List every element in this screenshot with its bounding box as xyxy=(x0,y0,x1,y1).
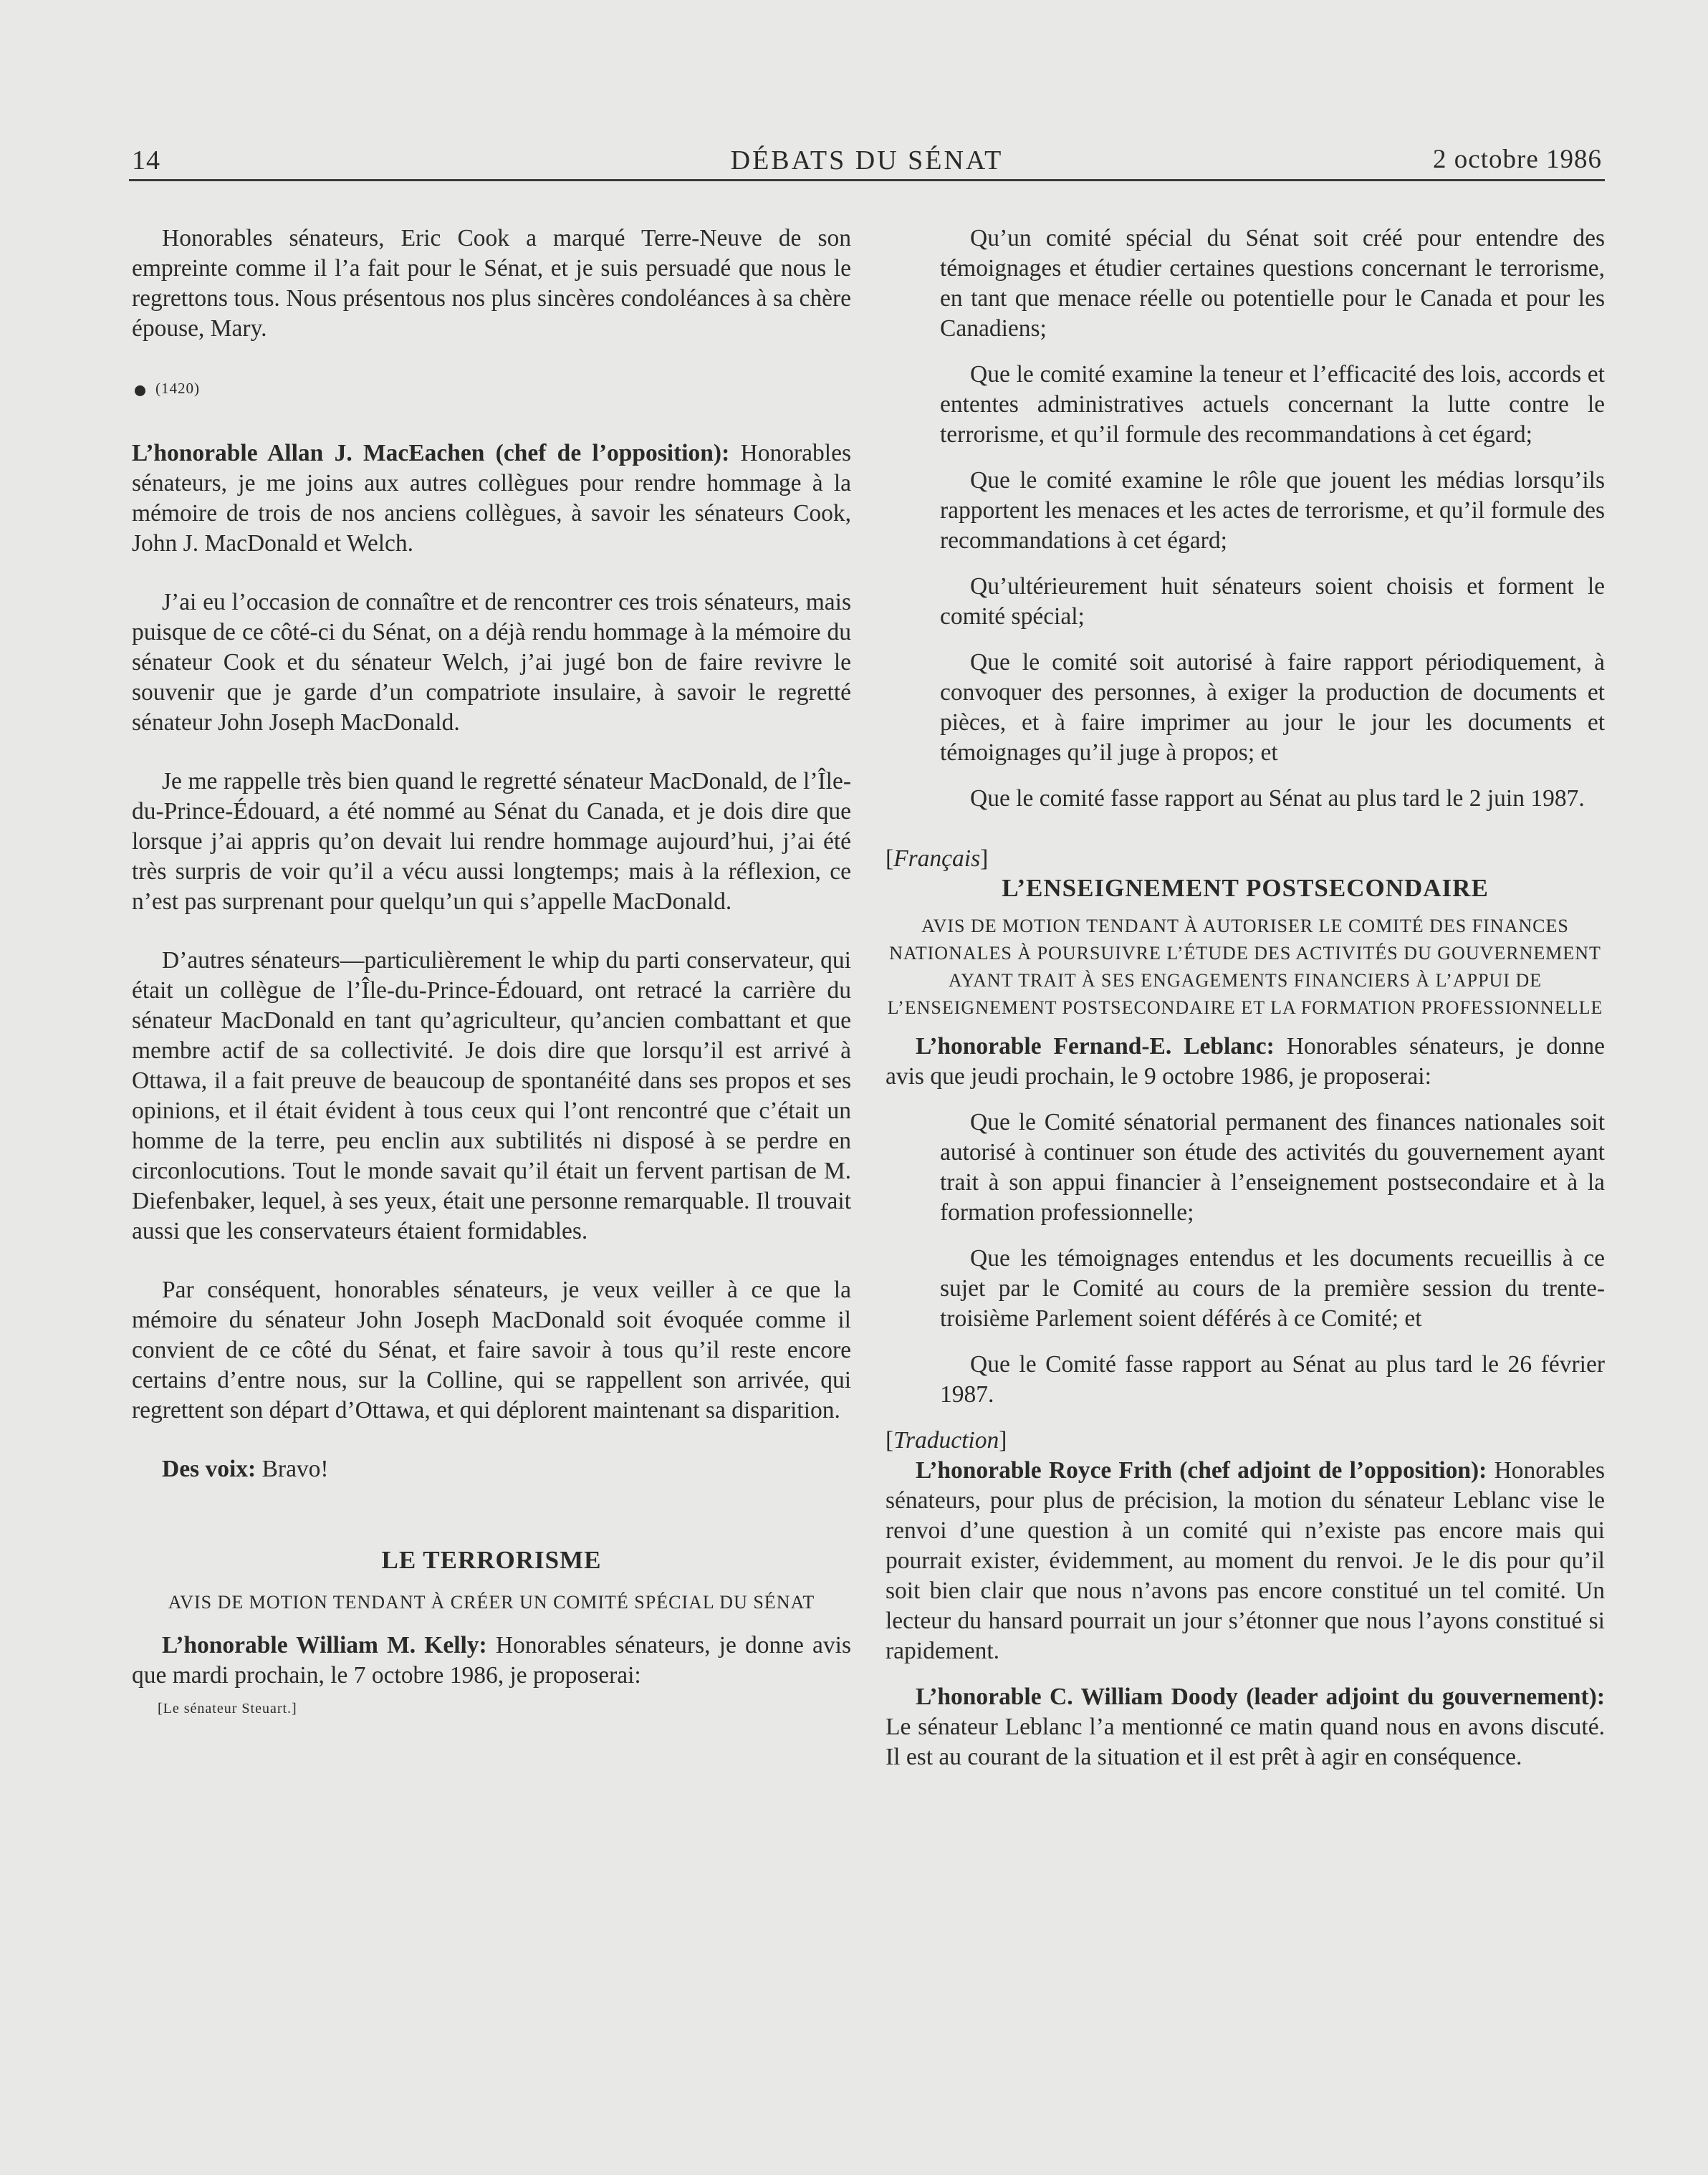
paragraph: D’autres sénateurs—particulièrement le whip du parti conservateur, qui était un collègue de l’Île-du-Prince-Édouard, ont retracé la carrière du sénateur MacDonald en tant qu’agriculteur, qu’ancien combattant et que membre actif de sa collectivité. Je dois dire que lorsqu’il est arrivé à Ottawa, il a fait preuve de beaucoup de spontanéité dans ses propos et ses opinions, et il était évident à tous ceux qui l’ont rencontré que c’était un homme de la terre, peu enclin aux subtilités ni disposé à se perdre en circonlocutions. Tout le monde savait qu’il était un fervent partisan de M. Diefenbaker, lequel, à ses yeux, était une personne remarquable. Il trouvait aussi que les conservateurs étaient formidables. xyxy=(132,947,851,1244)
speech-text: Honorables sénateurs, je me joins aux autres collègues pour rendre hommage à la mémoire de trois de nos anciens collègues, à savoir les sénateurs Cook, John J. MacDonald et Welch. xyxy=(132,440,851,557)
motion-clause: Que le comité examine la teneur et l’efficacité des lois, accords et ententes administratives actuels concernant la lutte contre le terrorisme, et qu’il formule des recommandations à cet égard; xyxy=(940,361,1605,448)
section-heading: L’ENSEIGNEMENT POSTSECONDAIRE xyxy=(1002,874,1489,902)
motion-clause: Que le comité examine le rôle que jouent les médias lorsqu’ils rapportent les menaces et les actes de terrorisme, et qu’il formule des recommandations à cet égard; xyxy=(940,467,1605,554)
translation-tag: [Traduction] xyxy=(886,1427,1007,1454)
speech-text: Honorables sénateurs, pour plus de précision, la motion du sénateur Leblanc vise le renvoi d’une question à un comité qui n’existe pas encore mais qui pourrait exister, évidemment, au moment du renvoi. Je le dis pour qu’il soit bien clair que nous n’avons pas encore constitué un tel comité. Un lecteur du hansard pourrait un jour s’étonner que nous l’ayons constitué si rapidement. xyxy=(886,1457,1605,1664)
speech xyxy=(886,1682,1605,1772)
page-header xyxy=(129,140,1605,181)
bullet-icon xyxy=(135,385,145,396)
speaker-name: L’honorable Fernand-E. Leblanc: xyxy=(916,1033,1275,1060)
language-tag: [Français] xyxy=(886,845,989,872)
speaker-name: L’honorable Royce Frith (chef adjoint de l’opposition): xyxy=(916,1457,1487,1484)
motion-clause: Que le Comité fasse rapport au Sénat au plus tard le 26 février 1987. xyxy=(940,1351,1605,1408)
speech-text: Honorables sénateurs, je donne avis que jeudi prochain, le 9 octobre 1986, je proposerai: xyxy=(886,1033,1605,1090)
page-date: 2 octobre 1986 xyxy=(1433,145,1602,174)
speech xyxy=(886,1032,1605,1092)
paragraph: Honorables sénateurs, Eric Cook a marqué Terre-Neuve de son empreinte comme il l’a fait pour le Sénat, et je suis persuadé que nous le regrettons tous. Nous présentous nos plus sincères condoléances à sa chère épouse, Mary. xyxy=(132,225,851,342)
motion-clause: Que le Comité sénatorial permanent des finances nationales soit autorisé à continuer son étude des activités du gouvernement ayant trait à son appui financier à l’enseignement postsecondaire et à la formation professionnelle; xyxy=(940,1109,1605,1226)
speech xyxy=(132,1631,851,1691)
speech-text: Honorables sénateurs, je donne avis que mardi prochain, le 7 octobre 1986, je proposerai: xyxy=(132,1632,851,1689)
section-subheading: AVIS DE MOTION TENDANT À AUTORISER LE COMITÉ DES FINANCES NATIONALES À POURSUIVRE L’ÉTUDE DES ACTIVITÉS DU GOUVERNEMENT AYANT TRAIT À SES ENGAGEMENTS FINANCIERS À L’APPUI DE L’ENSEIGNEMENT POSTSECONDAIRE ET LA FORMATION PROFESSIONNELLE xyxy=(887,916,1603,1018)
paragraph: Je me rappelle très bien quand le regretté sénateur MacDonald, de l’Île-du-Prince-Édouard, a été nommé au Sénat du Canada, et je dois dire que lorsque j’ai appris qu’on devait lui rendre hommage aujourd’hui, j’ai été très surpris de voir qu’il a vécu aussi longtemps; mais à la réflexion, ce n’est pas surprenant pour quelqu’un qui s’appelle MacDonald. xyxy=(132,768,851,915)
motion-clause: Qu’ultérieurement huit sénateurs soient choisis et forment le comité spécial; xyxy=(940,573,1605,630)
motion-clause: Que le comité soit autorisé à faire rapport périodiquement, à convoquer des personnes, à exiger la production de documents et pièces, et à faire imprimer au jour le jour les documents et témoignages qu’il juge à propos; et xyxy=(940,649,1605,766)
section-subheading: AVIS DE MOTION TENDANT À CRÉER UN COMITÉ SPÉCIAL DU SÉNAT xyxy=(168,1592,815,1613)
speaker-name: L’honorable Allan J. MacEachen (chef de l’opposition): xyxy=(132,440,730,466)
speech xyxy=(132,438,851,559)
motion-clause: Que le comité fasse rapport au Sénat au plus tard le 2 juin 1987. xyxy=(970,785,1585,812)
speech-text: Le sénateur Leblanc l’a mentionné ce matin quand nous en avons discuté. Il est au courant de la situation et il est prêt à agir en conséquence. xyxy=(886,1714,1605,1770)
speaker-name: Des voix: xyxy=(162,1456,256,1482)
speaker-name: L’honorable William M. Kelly: xyxy=(162,1632,487,1658)
interjection xyxy=(132,1454,851,1484)
right-column xyxy=(886,224,1605,1772)
speaker-name: L’honorable C. William Doody (leader adjoint du gouvernement): xyxy=(916,1684,1605,1710)
paragraph: Par conséquent, honorables sénateurs, je veux veiller à ce que la mémoire du sénateur John Joseph MacDonald soit évoquée comme il convient de ce côté du Sénat, et faire savoir à tous qu’il reste encore certains d’entre nous, sur la Colline, qui se rappellent son arrivée, qui regrettent son départ d’Ottawa, et qui déplorent maintenant sa disparition. xyxy=(132,1277,851,1423)
speech xyxy=(886,1456,1605,1666)
footnote: [Le sénateur Steuart.] xyxy=(158,1701,297,1717)
time-marker: (1420) xyxy=(132,380,851,410)
paragraph: J’ai eu l’occasion de connaître et de rencontrer ces trois sénateurs, mais puisque de ce côté-ci du Sénat, on a déjà rendu hommage à la mémoire du sénateur Cook et du sénateur Welch, j’ai jugé bon de faire revivre le souvenir que je garde d’un compatriote insulaire, à savoir le regretté sénateur John Joseph MacDonald. xyxy=(132,589,851,736)
left-column xyxy=(132,224,851,1717)
section-heading: LE TERRORISME xyxy=(381,1546,602,1574)
page-title: DÉBATS DU SÉNAT xyxy=(730,145,1004,176)
motion-clause: Qu’un comité spécial du Sénat soit créé pour entendre des témoignages et étudier certaines questions concernant le terrorisme, en tant que menace réelle ou potentielle pour le Canada et pour les Canadiens; xyxy=(940,225,1605,342)
speech-text: Bravo! xyxy=(256,1456,329,1482)
page-number: 14 xyxy=(132,145,160,176)
motion-clause: Que les témoignages entendus et les documents recueillis à ce sujet par le Comité au cours de la première session du trente-troisième Parlement soient déférés à ce Comité; et xyxy=(940,1245,1605,1332)
